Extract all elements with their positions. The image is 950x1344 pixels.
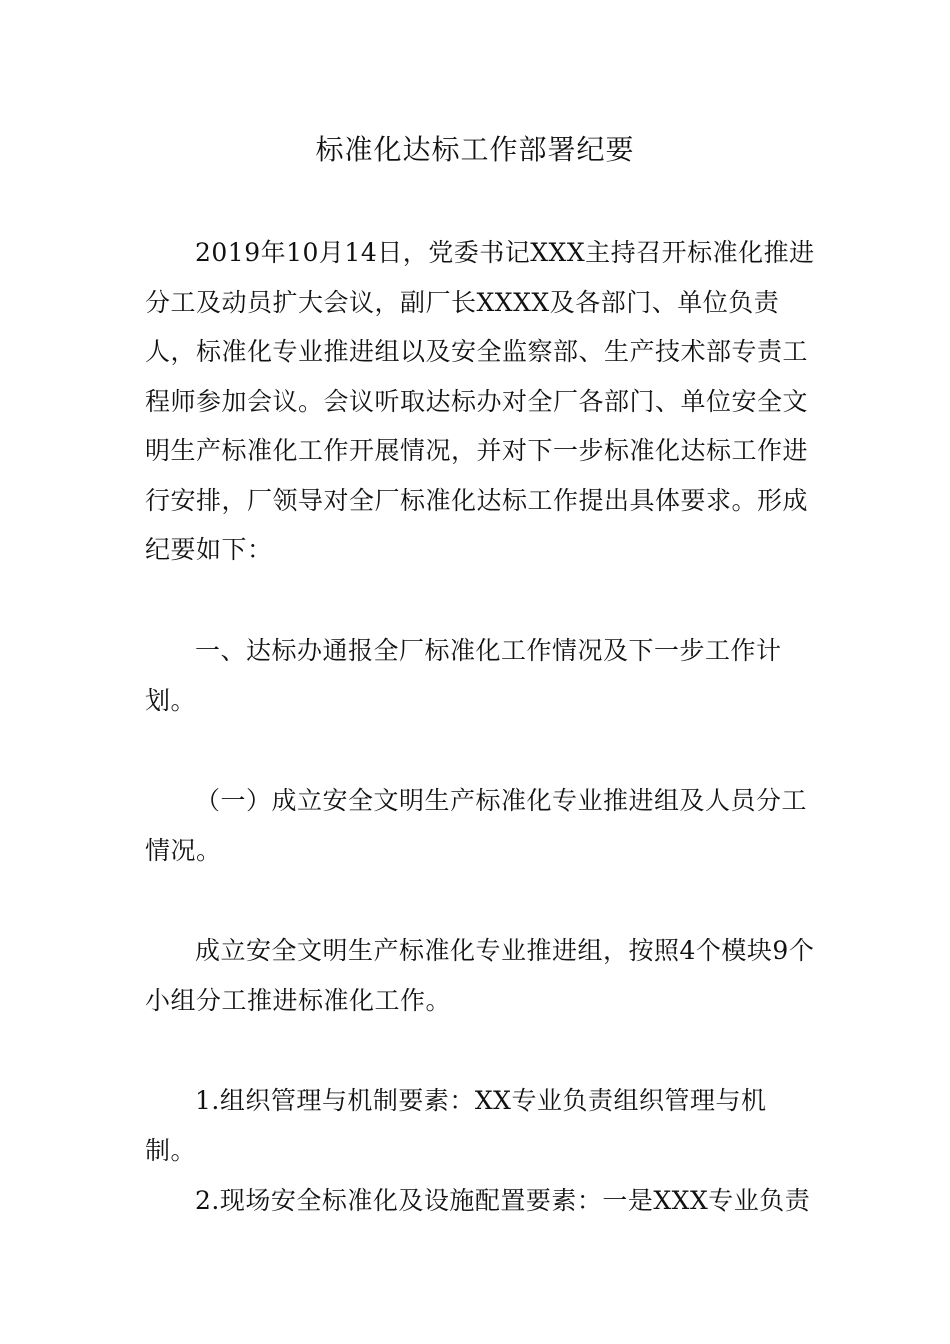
section-heading-1: 一、达标办通报全厂标准化工作情况及下一步工作计划。 <box>145 636 782 715</box>
list-item-1: 1.组织管理与机制要素：XX专业负责组织管理与机制。 <box>145 1086 767 1165</box>
list-item-2: 2.现场安全标准化及设施配置要素：一是XXX专业负责 <box>195 1186 811 1215</box>
body-paragraph-1: 成立安全文明生产标准化专业推进组，按照4个模块9个小组分工推进标准化工作。 <box>145 936 815 1015</box>
subsection-heading-1: （一）成立安全文明生产标准化专业推进组及人员分工情况。 <box>145 786 808 865</box>
document-title: 标准化达标工作部署纪要 <box>315 133 635 166</box>
intro-paragraph: 2019年10月14日，党委书记XXX主持召开标准化推进分工及动员扩大会议，副厂长XXXX及各部门、单位负责人，标准化专业推进组以及安全监察部、生产技术部专责工程师参加会议。会议听取达标办对全厂各部门、单位安全文明生产标准化工作开展情况，并对下一步标准化达标工作进行安排，厂领导对全厂标准化达标工作提出具体要求。形成纪要如下： <box>145 238 815 564</box>
